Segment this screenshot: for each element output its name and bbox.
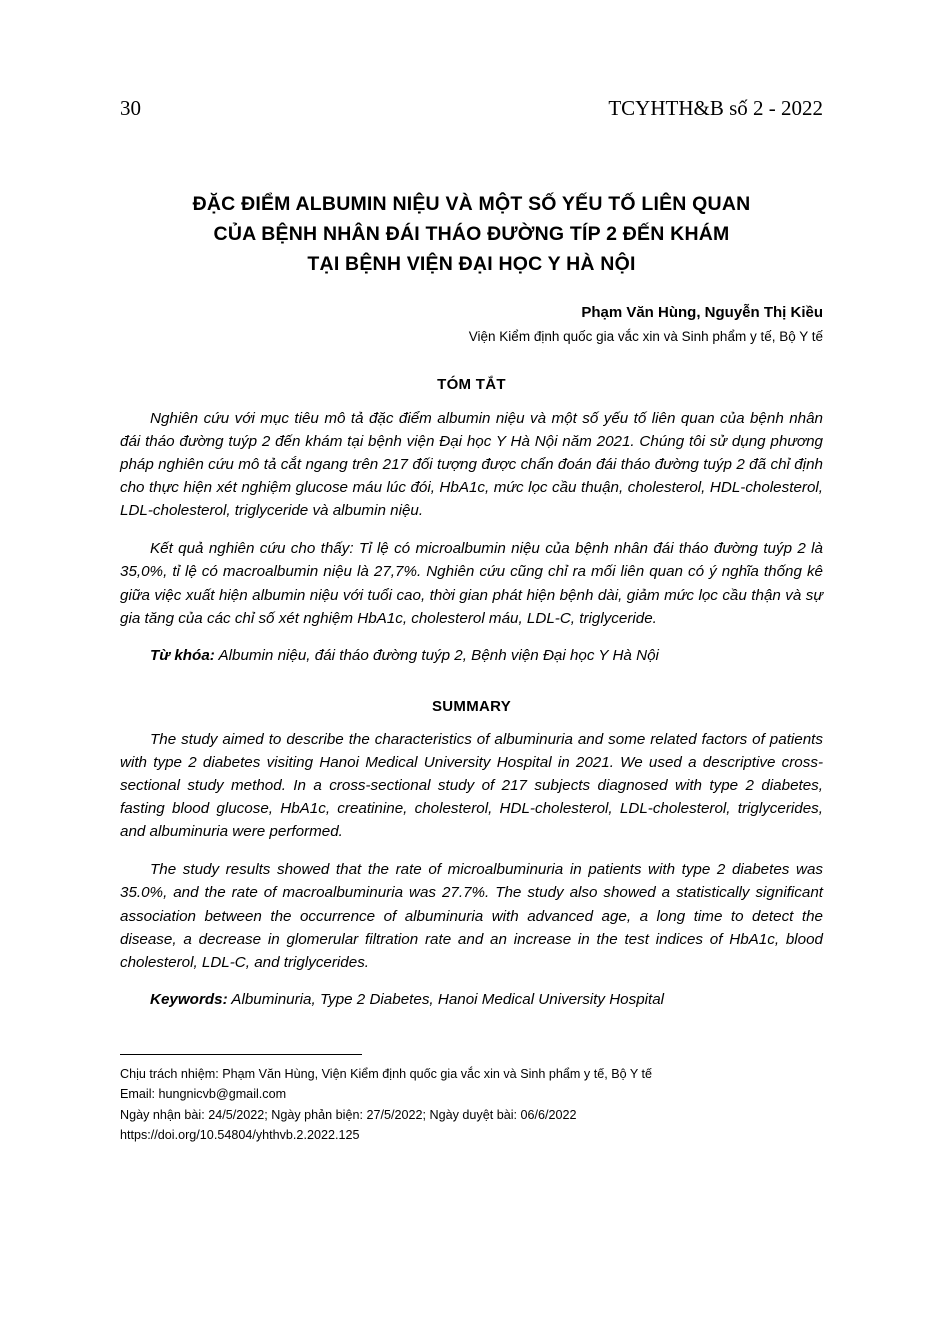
footnote-block [120, 1054, 823, 1146]
footnote-email: Email: hungnicvb@gmail.com [120, 1087, 287, 1102]
keywords-vi-text: Albumin niệu, đái tháo đường tuýp 2, Bệnh viện Đại học Y Hà Nội [214, 646, 659, 664]
title-line-2: CỦA BỆNH NHÂN ĐÁI THÁO ĐƯỜNG TÍP 2 ĐẾN KHÁM [213, 223, 730, 246]
journal-issue: TCYHTH&B số 2 - 2022 [608, 96, 823, 120]
running-head [120, 96, 823, 121]
abstract-en-paragraph-2: The study results showed that the rate of microalbuminuria in patients with type 2 diabetes was 35.0%, and the rate of macroalbuminuria was 27.7%. The study also showed a statistically significant association between the occurrence of albuminuria with advanced age, a long time to detect the disease, a decrease in glomerular filtration rate and an increase in the test indices of HbA1c, blood cholesterol, LDL-C, and triglycerides. [120, 861, 823, 971]
abstract-en-heading: SUMMARY [431, 697, 512, 715]
abstract-en-paragraph-1: The study aimed to describe the characteristics of albuminuria and some related factors of patients with type 2 diabetes visiting Hanoi Medical University Hospital in 2021. We used a descriptive cross-sectional study method. In a cross-sectional study of 217 subjects diagnosed with type 2 diabetes, fasting blood glucose, HbA1c, creatinine, cholesterol, HDL-cholesterol, LDL-cholesterol, triglycerides, and albuminuria were performed. [120, 730, 823, 841]
footnote-divider [120, 1054, 362, 1055]
footnote-dates: Ngày nhận bài: 24/5/2022; Ngày phản biện: 27/5/2022; Ngày duyệt bài: 06/6/2022 [120, 1107, 577, 1122]
abstract-vi-paragraph-2: Kết quả nghiên cứu cho thấy: Tỉ lệ có microalbumin niệu của bệnh nhân đái tháo đường tuýp 2 là 35,0%, tỉ lệ có macroalbumin niệu là 27,7%. Nghiên cứu cũng chỉ ra mối liên quan có ý nghĩa thống kê giữa việc xuất hiện albumin niệu với tuổi cao, thời gian phát hiện bệnh dài, giảm mức lọc cầu thận và sự gia tăng của các chỉ số xét nghiệm HbA1c, cholesterol máu, LDL-C, triglyceride. [120, 540, 823, 627]
page-number: 30 [120, 96, 141, 120]
title-line-1: ĐẶC ĐIỂM ALBUMIN NIỆU VÀ MỘT SỐ YẾU TỐ LIÊN QUAN [192, 193, 751, 215]
author-affiliation: Viện Kiểm định quốc gia vắc xin và Sinh phẩm y tế, Bộ Y tế [468, 328, 823, 344]
title-line-3: TẠI BỆNH VIỆN ĐẠI HỌC Y HÀ NỘI [307, 253, 636, 276]
keywords-vi [120, 645, 823, 668]
keywords-en-text: Albuminuria, Type 2 Diabetes, Hanoi Medical University Hospital [227, 990, 665, 1008]
footnote-responsible: Chịu trách nhiệm: Phạm Văn Hùng, Viện Kiểm định quốc gia vắc xin và Sinh phẩm y tế, Bộ Y tế [120, 1066, 653, 1081]
abstract-vi-paragraph-1: Nghiên cứu với mục tiêu mô tả đặc điểm albumin niệu và một số yếu tố liên quan của bệnh nhân đái tháo đường tuýp 2 đến khám tại bệnh viện Đại học Y Hà Nội năm 2021. Chúng tôi sử dụng phương pháp nghiên cứu mô tả cắt ngang trên 217 đối tượng được chẩn đoán đái tháo đường tuýp 2 đã chỉ định cho thực hiện xét nghiệm glucose máu lúc đói, HbA1c, mức lọc cầu thuận, cholesterol, HDL-cholesterol, LDL-cholesterol, triglyceride và albumin niệu. [120, 409, 823, 520]
keywords-vi-label: Từ khóa: [150, 646, 215, 664]
abstract-vi-heading: TÓM TẮT [437, 375, 506, 393]
footnote-doi: https://doi.org/10.54804/yhthvb.2.2022.125 [120, 1127, 360, 1142]
page-content [120, 0, 823, 1145]
page-title [120, 189, 823, 280]
keywords-en-label: Keywords: [150, 990, 228, 1008]
keywords-en [120, 989, 823, 1012]
author-list: Phạm Văn Hùng, Nguyễn Thị Kiều [581, 303, 823, 321]
